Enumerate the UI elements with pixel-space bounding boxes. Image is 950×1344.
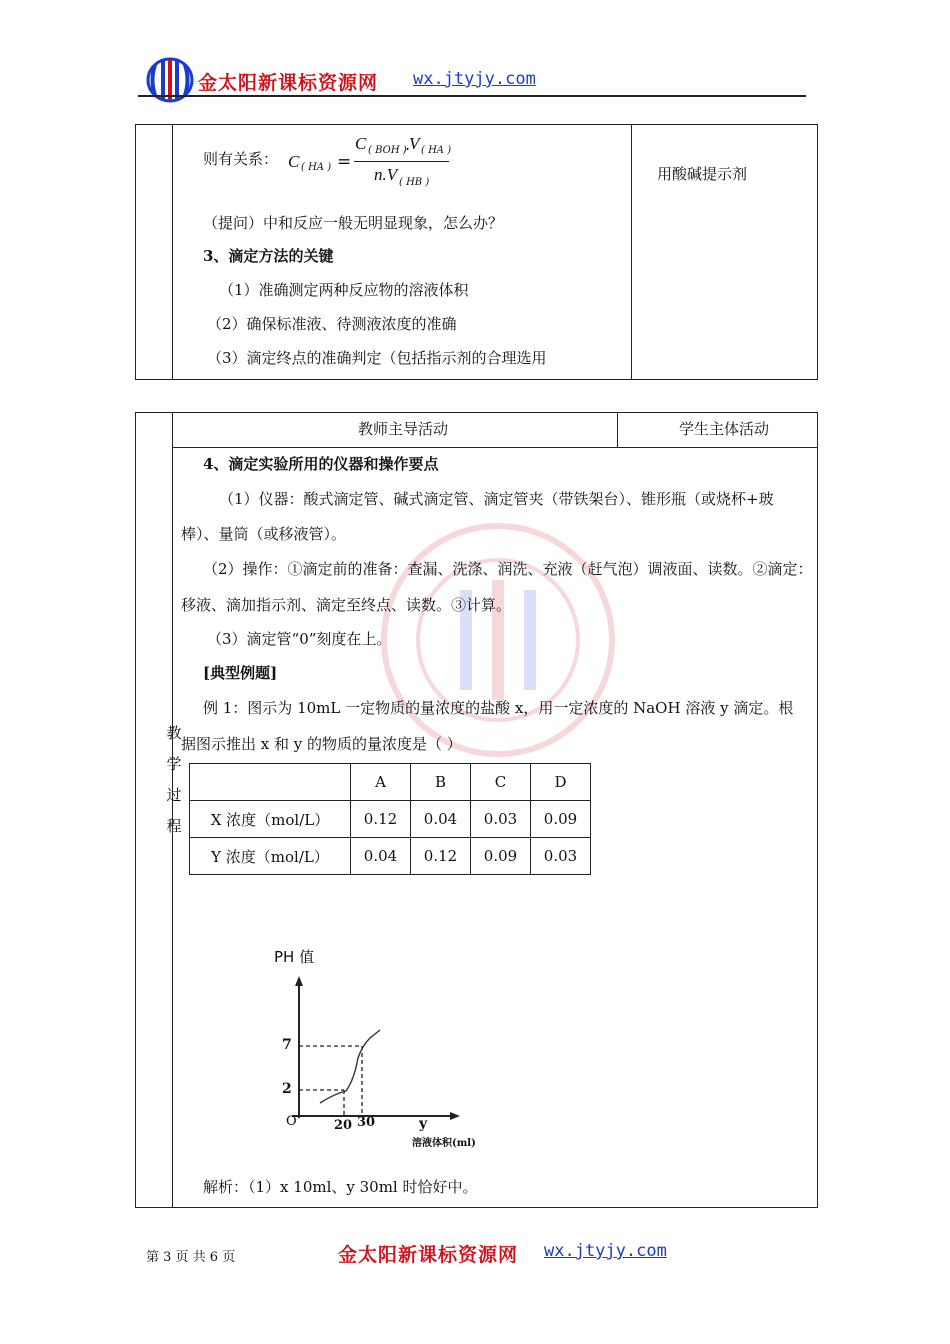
side-label-char: 过 xyxy=(166,786,182,804)
table-row xyxy=(190,801,591,838)
watermark-seal xyxy=(378,520,618,760)
concentration-formula xyxy=(288,134,458,194)
side-label-char: 学 xyxy=(166,755,182,773)
table-cell: 0.12 xyxy=(351,801,411,838)
example-1-line-1: 例 1：图示为 10mL 一定物质的量浓度的盐酸 x，用一定浓度的 NaOH 溶液 y 滴定。根 xyxy=(203,699,794,717)
table-cell: 0.03 xyxy=(531,838,591,875)
table2-header-rule xyxy=(172,447,817,448)
formula-num-v: V xyxy=(409,134,420,153)
operation-line-1: （2）操作：①滴定前的准备：查漏、洗涤、润洗、充液（赶气泡）调液面、读数。②滴定： xyxy=(203,560,813,578)
key-item-2: （2）确保标准液、待测液浓度的准确 xyxy=(207,315,457,333)
table-cell: A xyxy=(351,764,411,801)
table-cell: 0.04 xyxy=(351,838,411,875)
graph-tick-20: 20 xyxy=(334,1118,353,1133)
analysis-text: 解析：（1）x 10ml、y 30ml 时恰好中。 xyxy=(203,1178,478,1196)
example-1-line-2: 据图示推出 x 和 y 的物质的量浓度是（ ） xyxy=(181,735,462,753)
formula-num-dot: . xyxy=(405,135,411,154)
table-cell: 0.04 xyxy=(411,801,471,838)
graph-origin: O xyxy=(286,1114,297,1129)
titration-curve-svg xyxy=(262,940,502,1155)
key-item-3: （3）滴定终点的准确判定（包括指示剂的合理选用 xyxy=(207,349,547,367)
formula-num-v-sub: ( HA ) xyxy=(421,145,452,156)
table1-right-divider xyxy=(631,124,632,379)
side-label-char: 程 xyxy=(166,817,182,835)
header-teacher-activity: 教师主导活动 xyxy=(358,420,449,438)
table-cell: 0.09 xyxy=(471,838,531,875)
instruments-line-1: （1）仪器：酸式滴定管、碱式滴定管、滴定管夹（带铁架台）、锥形瓶（或烧杯+玻 xyxy=(219,490,774,508)
table2-header-divider xyxy=(617,412,618,448)
footer-url-link[interactable]: wx.jtyjy.com xyxy=(544,1241,667,1261)
header-student-activity: 学生主体活动 xyxy=(679,420,770,438)
table-cell xyxy=(190,764,351,801)
formula-num-c-sub: ( BOH ) xyxy=(368,145,407,156)
relation-prefix: 则有关系： xyxy=(203,150,279,168)
heading-instruments: 4、滴定实验所用的仪器和操作要点 xyxy=(203,455,439,473)
table-cell: 0.09 xyxy=(531,801,591,838)
table1-left-divider xyxy=(172,124,173,379)
table-cell: Y 浓度（mol/L） xyxy=(190,838,351,875)
graph-y-label: PH 值 xyxy=(274,948,315,966)
question-text: （提问）中和反应一般无明显现象，怎么办？ xyxy=(203,214,504,232)
titration-curve-figure xyxy=(262,940,502,1155)
table-row xyxy=(190,764,591,801)
heading-titration-keys: 3、滴定方法的关键 xyxy=(203,247,334,265)
header-url-link[interactable]: wx.jtyjy.com xyxy=(413,69,536,89)
formula-den: n.V xyxy=(374,165,398,184)
page-number: 第 3 页 共 6 页 xyxy=(146,1250,236,1265)
formula-den-sub: ( HB ) xyxy=(399,177,430,188)
burette-zero-note: （3）滴定管“0”刻度在上。 xyxy=(207,630,392,648)
formula-lhs: C xyxy=(288,152,300,171)
header-brand: 金太阳新课标资源网 xyxy=(198,72,379,94)
y-axis-arrow xyxy=(295,976,303,986)
graph-x-label: 溶液体积(ml) xyxy=(412,1138,476,1149)
instruments-line-2: 棒）、量筒（或移液管）。 xyxy=(181,525,347,543)
table-cell: 0.03 xyxy=(471,801,531,838)
graph-x-variable: y xyxy=(419,1116,428,1132)
student-note: 用酸碱提示剂 xyxy=(657,165,748,183)
graph-tick-30: 30 xyxy=(357,1115,376,1130)
footer-brand: 金太阳新课标资源网 xyxy=(338,1244,519,1266)
example-title: [典型例题] xyxy=(203,664,278,682)
operation-line-2: 移液、滴加指示剂、滴定至终点、读数。③计算。 xyxy=(181,596,512,614)
answer-options-table xyxy=(189,763,591,875)
table-cell: 0.12 xyxy=(411,838,471,875)
formula-num-c: C xyxy=(355,134,367,153)
header-rule xyxy=(138,95,806,97)
titration-curve xyxy=(320,1030,380,1103)
formula-lhs-sub: ( HA ) xyxy=(301,162,332,173)
graph-tick-2: 2 xyxy=(282,1081,292,1097)
graph-tick-7: 7 xyxy=(282,1037,292,1053)
table-cell: D xyxy=(531,764,591,801)
table-cell: X 浓度（mol/L） xyxy=(190,801,351,838)
table-cell: C xyxy=(471,764,531,801)
formula-equals: = xyxy=(337,152,352,172)
table-row xyxy=(190,838,591,875)
key-item-1: （1）准确测定两种反应物的溶液体积 xyxy=(219,281,469,299)
table-cell: B xyxy=(411,764,471,801)
fraction-bar xyxy=(354,161,449,162)
side-label-char: 教 xyxy=(166,724,182,742)
x-axis-arrow xyxy=(450,1112,460,1120)
